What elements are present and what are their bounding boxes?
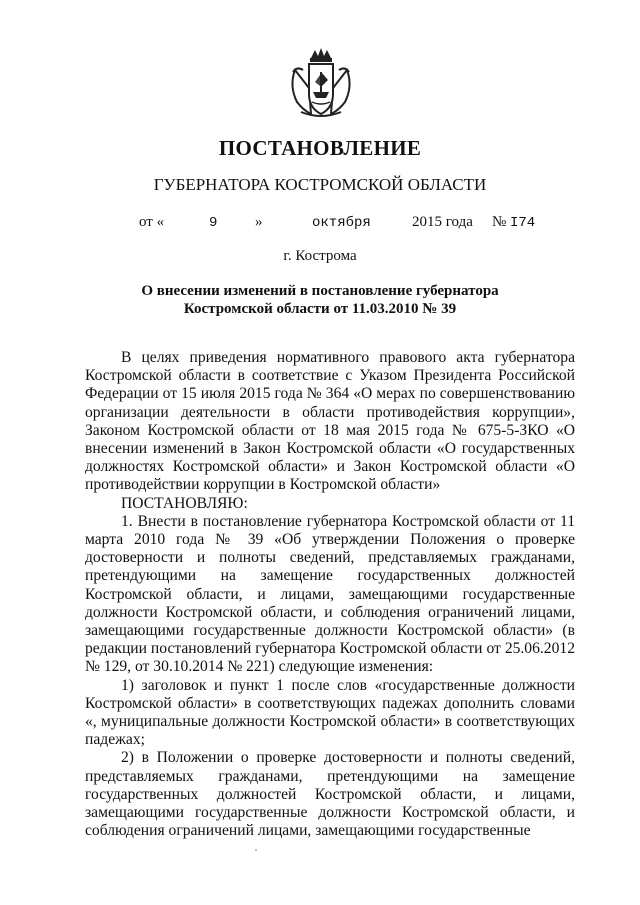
subject-line-1: О внесении изменений в постановление губернатора	[141, 283, 499, 299]
date-prefix: от «	[139, 214, 165, 230]
date-month: октября	[312, 215, 371, 231]
subject-line-2: Костромской области от 11.03.2010 № 39	[183, 301, 457, 317]
scan-speck	[255, 849, 257, 851]
subitem-2-paragraph: 2) в Положении о проверке достоверности и полноты сведений, представляемых гражданами, претендующими на замещение государственных должностей Костромской области, и лицами, замещающими государственные должности Костромской области, и соблюдения ограничений лицами, замещающими государственные	[85, 749, 575, 840]
city: г. Кострома	[283, 248, 357, 264]
document-body	[85, 349, 575, 840]
issuing-authority: ГУБЕРНАТОРА КОСТРОМСКОЙ ОБЛАСТИ	[153, 175, 487, 194]
date-quote-close: »	[255, 214, 263, 230]
document-subject	[0, 282, 640, 318]
date-day: 9	[209, 215, 218, 231]
subitem-1-paragraph: 1) заголовок и пункт 1 после слов «государственные должности Костромской области» в соответствующих падежах дополнить словами «, муниципальные должности Костромской области» в соответствующих падежах;	[85, 676, 575, 749]
preamble-paragraph: В целях приведения нормативного правового акта губернатора Костромской области в соответствие с Указом Президента Российской Федерации от 15 июля 2015 года № 364 «О мерах по совершенствованию организации деятельности в области противодействия коррупции», Законом Костромской области от 18 мая 2015 года № 675-5-ЗКО «О внесении изменений в Закон Костромской области «О государственных должностях Костромской области» и Закон Костромской области «О противодействии коррупции в Костромской области»	[85, 349, 575, 494]
date-year: 2015 года	[412, 214, 473, 230]
item-1-paragraph: 1. Внести в постановление губернатора Костромской области от 11 марта 2010 года № 39 «Об утверждении Положения о проверке достоверности и полноты сведений, представляемых гражданами, претендующими на замещение государственных должностей Костромской области, и лицами, замещающими государственные должности Костромской области, и соблюдения ограничений лицами, замещающими государственные должности Костромской области» (в редакции постановлений губернатора Костромской области от 25.06.2012 № 129, от 30.10.2014 № 221) следующие изменения:	[85, 512, 575, 676]
document-type-title: ПОСТАНОВЛЕНИЕ	[218, 136, 422, 160]
document-number-prefix: №	[492, 214, 507, 230]
document-number: I74	[510, 215, 536, 231]
date-line	[0, 214, 640, 234]
coat-of-arms-icon	[287, 48, 355, 120]
decree-word: ПОСТАНОВЛЯЮ:	[121, 494, 248, 512]
